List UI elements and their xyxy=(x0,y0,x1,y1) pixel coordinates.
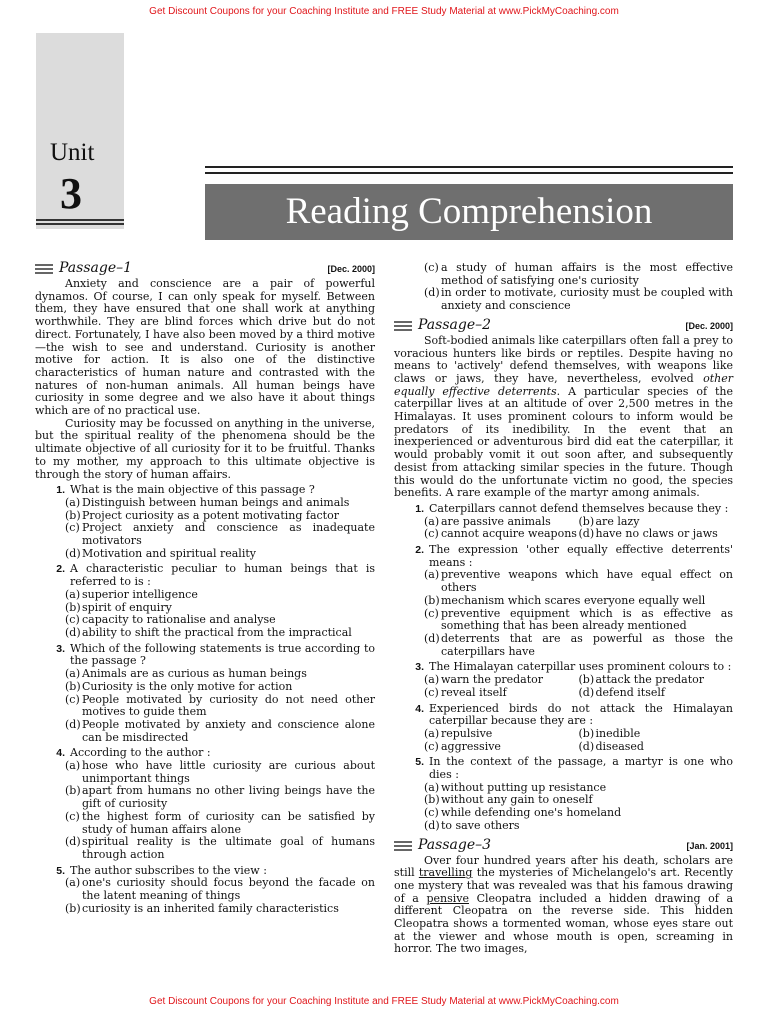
underlined-word: travelling xyxy=(418,866,473,880)
passage-paragraph: Soft-bodied animals like caterpillars often fall a prey to voracious hunters like birds or reptiles. Despite having no means to 'actively' defend themselves, with weapons like claws or jaws, they have, nevertheless, evolved other equally effective deterrents. A particular species of the caterpillar lives at an altitude of over 2,500 metres in the Himalayas. It uses prominent colours to inform would be predators of its inedibility. In the event that an inexperienced or adventurous bird did eat the caterpillar, it would probably vomit it out soon after, and subsequently desist from attacking similar species in the future. Though this would do the unfortunate victim no good, the species benefits. A rare example of the martyr among animals. xyxy=(394,333,733,500)
passage-date: [Dec. 2000] xyxy=(327,264,375,274)
passage-1-header xyxy=(35,262,375,276)
option: (b) spirit of enquiry xyxy=(65,600,172,614)
option: (b) Curiosity is the only motive for action xyxy=(65,679,293,693)
option: (c) People motivated by curiosity do not need other motives to guide them xyxy=(65,692,375,719)
underlined-word: pensive xyxy=(426,891,469,905)
page-title: Reading Comprehension xyxy=(205,184,733,240)
option: (c) Project anxiety and conscience as inadequate motivators xyxy=(65,521,375,548)
passage-title: Passage–3 xyxy=(418,836,492,853)
option: (a) Animals are as curious as human beings xyxy=(65,667,307,681)
passage-title: Passage–2 xyxy=(418,316,492,333)
question-text: What is the main objective of this passage ? xyxy=(70,483,315,497)
option: (b) apart from humans no other living beings have the gift of curiosity xyxy=(65,784,375,811)
question xyxy=(35,563,375,639)
question-text: Which of the following statements is true according to the passage ? xyxy=(70,641,375,668)
title-rule xyxy=(205,166,733,168)
question xyxy=(35,484,375,560)
option: (d) spiritual reality is the ultimate goal of humans through action xyxy=(65,835,375,861)
option: (b) without any gain to oneself xyxy=(424,793,593,807)
question-text: Caterpillars cannot defend themselves because they : xyxy=(429,501,729,515)
promo-banner-top[interactable]: Get Discount Coupons for your Coaching Institute and FREE Study Material at www.PickMyCoaching.com xyxy=(149,6,619,17)
option: (c) capacity to rationalise and analyse xyxy=(65,613,276,627)
question-text: The Himalayan caterpillar uses prominent colours to : xyxy=(429,660,732,674)
option: (a) hose who have little curiosity are curious about unimportant things xyxy=(65,759,375,785)
unit-number: 3 xyxy=(60,169,82,218)
question-number: 3. xyxy=(56,642,65,655)
question xyxy=(394,756,733,832)
option: (a) one's curiosity should focus beyond the facade on the latent meaning of things xyxy=(65,876,375,903)
passage-paragraph: Over four hundred years after his death, scholars are still travelling the mysteries of Michelangelo's art. Recently one mystery that was revealed was that his famous drawing of a pensive Cleopatra included a hidden drawing of a different Cleopatra on the reverse side. This hidden Cleopatra shows a tormented woman, whose eyes stare out at the viewer and whose mouth is open, screaming in horror. The two images, xyxy=(394,853,734,956)
question-number: 4. xyxy=(415,702,424,715)
option: (d) in order to motivate, curiosity must be coupled with anxiety and conscience xyxy=(424,286,733,313)
emphasis-text: other equally effective deterrents xyxy=(394,371,733,398)
option: (d) Motivation and spiritual reality xyxy=(65,546,256,560)
passage-3-header xyxy=(394,836,733,853)
question-number: 5. xyxy=(56,864,65,877)
question-number: 4. xyxy=(56,747,65,760)
left-column xyxy=(35,262,375,915)
question-number: 2. xyxy=(415,544,424,557)
unit-rule xyxy=(36,223,124,225)
question-number: 1. xyxy=(56,484,65,497)
question: 1. Caterpillars cannot defend themselves because they : (a) are passive animals (b) are lazy (c) cannot acquire weapons (d) have no claws or jaws xyxy=(394,503,733,541)
passage-2-header xyxy=(394,316,733,333)
passage-date: [Jan. 2001] xyxy=(686,840,733,851)
unit-label: Unit xyxy=(50,139,95,166)
passage-title: Passage–1 xyxy=(59,260,133,276)
passage-marker-icon xyxy=(35,262,53,276)
question: 4. Experienced birds do not attack the Himalayan caterpillar because they are : (a) repulsive (b) inedible (c) aggressive (d) diseased xyxy=(394,703,733,754)
passage-marker-icon xyxy=(394,319,412,333)
passage-date: [Dec. 2000] xyxy=(685,320,733,331)
option: (c) the highest form of curiosity can be satisfied by study of human affairs alone xyxy=(65,809,375,836)
question: 3. The Himalayan caterpillar uses prominent colours to : (a) warn the predator (b) attack the predator (c) reveal itself (d) defend itself xyxy=(394,661,733,699)
option: (b) curiosity is an inherited family characteristics xyxy=(65,901,339,915)
option: (c) a study of human affairs is the most effective method of satisfying one's curiosity xyxy=(424,261,733,287)
question xyxy=(394,544,733,658)
option: (c) preventive equipment which is as effective as something that has been already mentioned xyxy=(424,606,733,633)
question-number: 2. xyxy=(56,563,65,576)
option: (d) People motivated by anxiety and conscience alone can be misdirected xyxy=(65,717,375,744)
question xyxy=(35,747,375,861)
question-number: 3. xyxy=(415,661,424,674)
option: (a) Distinguish between human beings and animals xyxy=(65,495,350,509)
question-number: 5. xyxy=(415,756,424,769)
question-text: According to the author : xyxy=(70,746,211,760)
option: (a) preventive weapons which have equal effect on others xyxy=(424,568,733,595)
option: (d) deterrents that are as powerful as those the caterpillars have xyxy=(424,631,733,658)
option: (d) ability to shift the practical from the impractical xyxy=(65,625,352,639)
option: (a) superior intelligence xyxy=(65,587,198,601)
option: (d) to save others xyxy=(424,818,520,832)
passage-paragraph: Curiosity may be focussed on anything in the universe, but the spiritual reality of the phenomena should be the ultimate objective of all curiosity for it to be fruitful. Thanks to my mother, my approach to this ultimate objective is through the story of human affairs. xyxy=(35,416,375,481)
question-number: 1. xyxy=(415,502,424,515)
promo-banner-bottom[interactable]: Get Discount Coupons for your Coaching Institute and FREE Study Material at www.PickMyCoaching.com xyxy=(149,996,619,1007)
option: (c) while defending one's homeland xyxy=(424,806,622,820)
unit-rule xyxy=(36,219,124,221)
question xyxy=(35,643,375,745)
question-text: The author subscribes to the view : xyxy=(70,863,267,877)
right-column xyxy=(394,262,733,956)
question-text: The expression 'other equally effective deterrents' means : xyxy=(429,543,733,569)
question xyxy=(35,865,375,916)
passage-marker-icon xyxy=(394,839,412,853)
title-rule xyxy=(205,172,733,174)
option: (b) mechanism which scares everyone equally well xyxy=(424,593,706,607)
option: (b) Project curiosity as a potent motivating factor xyxy=(65,508,339,522)
option: (a) without putting up resistance xyxy=(424,780,607,794)
question-text: A characteristic peculiar to human beings that is referred to is : xyxy=(70,562,375,589)
question-text: In the context of the passage, a martyr is one who dies : xyxy=(429,755,733,782)
passage-paragraph: Anxiety and conscience are a pair of powerful dynamos. Of course, I can only speak for myself. Between them, they have ensured that one shall work at anything worthwhile. They are blind forces which drive but do not direct. Fortunately, I have also been moved by a third motive—the wish to see and understand. Curiosity is another motive for action. It is also one of the distinctive characteristics of human nature and contrasted with the natures of non-human animals. All human beings have curiosity in some degree and we also have it about things which are of no practical use. xyxy=(35,277,376,418)
question-text: Experienced birds do not attack the Himalayan caterpillar because they are : xyxy=(429,701,733,728)
